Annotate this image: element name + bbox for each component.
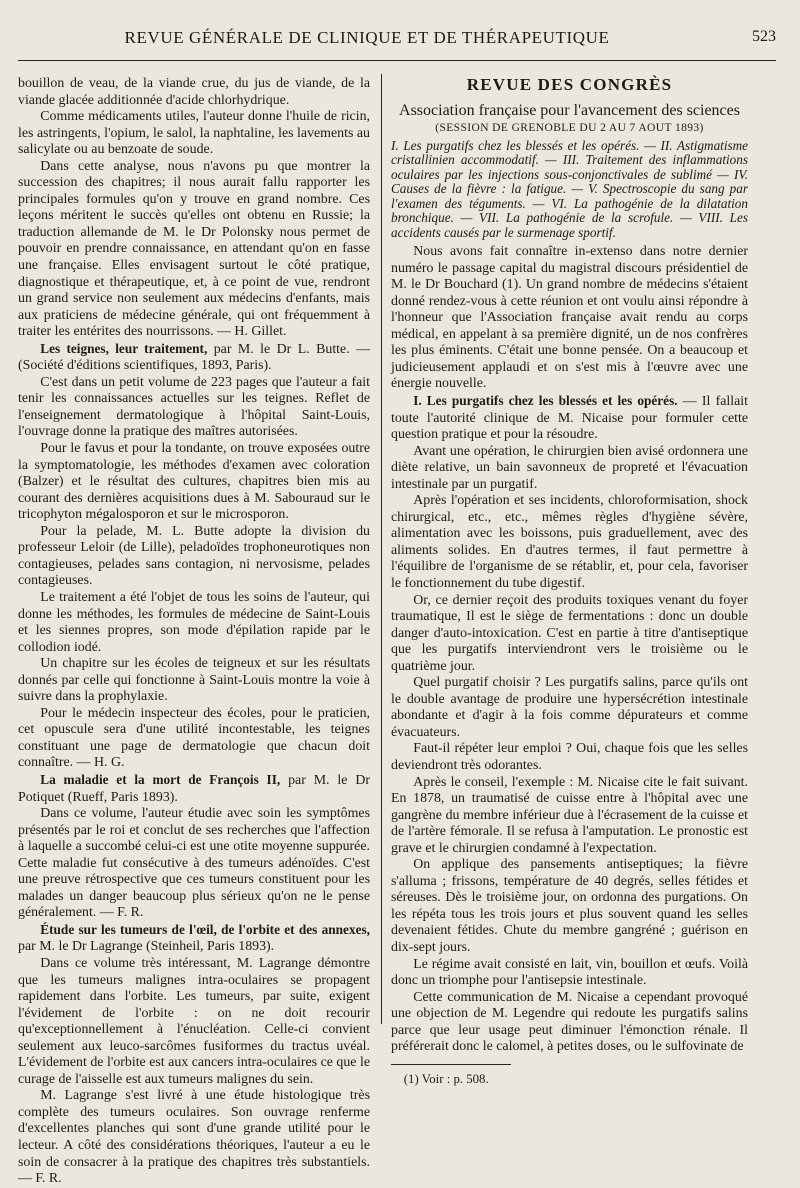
header-rule — [18, 60, 776, 61]
review-reference: par M. le Dr Potiquet (Rueff, Paris 1893). — [18, 772, 370, 805]
subsection-text: — Il fallait toute l'autorité clinique de M. Nicaise pour formuler cette question pratique et pour la résoudre. — [391, 393, 748, 443]
paragraph: Avant une opération, le chirurgien bien avisé ordonnera une diète relative, un bain savonneux de propreté et l'évacuation intestinale par un purgatif. — [391, 443, 748, 492]
running-head — [18, 28, 776, 50]
paragraph: Un chapitre sur les écoles de teigneux et sur les résultats donnés par celle qui fonctionne à Saint-Louis montre la voie à suivre dans la prophylaxie. — [18, 656, 370, 705]
paragraph: M. Lagrange s'est livré à une étude histologique très complète des tumeurs oculaires. Son ouvrage renferme d'excellentes planches qui sont d'une grande utilité pour le lecteur. A côté des considérations théoriques, l'auteur a eu le soin de consacrer à la pratique des chapitres très substantiels. — F. R. — [18, 1088, 370, 1187]
column-separator — [381, 74, 382, 1024]
review-entry-francois — [18, 772, 370, 806]
review-reference: par M. le Dr Lagrange (Steinheil, Paris 1893). — [18, 939, 275, 955]
review-entry-teignes — [18, 341, 370, 375]
review-entry-oeil — [18, 922, 370, 956]
paragraph: Cette communication de M. Nicaise a cependant provoqué une objection de M. Legendre qui redoute les purgatifs salins parce que leur usage peut diminuer l'émonction rénale. Il préférerait donc le calomel, à petites doses, ou le sulfovinate de — [391, 989, 748, 1055]
paragraph: Dans cette analyse, nous n'avons pu que montrer la succession des chapitres; il nous aurait fallu rapporter les principales formules qu'on y trouve en grand nombre. Ces leçons méritent le succès qu'elles ont obtenu en Russie; la traduction allemande de M. le Dr Polonsky nous permet de pouvoir en prendre connaissance, en attendant qu'on en fasse une française. Elles envisagent surtout le côté pratique, diagnostique et thérapeutique, et, à ce point de vue, rendront un grand service non seulement aux médecins d'enfants, mais aux praticiens de médecine générale, qui ont fréquemment à traiter les entérites des nourrissons. — H. Gillet. — [18, 158, 370, 340]
review-title: Les teignes, leur traitement, — [40, 340, 208, 356]
section-title: REVUE DES CONGRÈS — [466, 75, 673, 94]
subsection-title: I. Les purgatifs chez les blessés et les opérés. — [413, 392, 678, 408]
paragraph: C'est dans un petit volume de 223 pages que l'auteur a fait tenir les connaissances actuelles sur les teignes. Reflet de l'enseignement dermatologique à l'hôpital Saint-Louis, l'ouvrage donne la pratique des maîtres autorisées. — [18, 374, 370, 440]
paragraph: On applique des pansements antiseptiques; la fièvre s'alluma ; frissons, température de 40 degrés, selles fétides et séreuses. Dès le troisième jour, on ordonna des purgations. On les répéta tous les trois jours et plus souvent quand les selles devenaient fétides. Chute du membre gangréné ; guérison en dix-sept jours. — [391, 857, 748, 956]
paragraph: Pour le médecin inspecteur des écoles, pour le praticien, cet opuscule sera d'une utilité incontestable, les teignes constituant une page de dermatologie que chacun doit connaître. — H. G. — [18, 705, 370, 771]
review-title: La maladie et la mort de François II, — [40, 771, 281, 787]
paragraph: Comme médicaments utiles, l'auteur donne l'huile de ricin, les astringents, l'opium, le salol, la naphtaline, les lavements au salicylate ou au benzoate de soude. — [18, 109, 370, 158]
review-title: Étude sur les tumeurs de l'œil, de l'orbite et des annexes, — [40, 921, 370, 937]
article-title: Association française pour l'avancement des sciences — [399, 102, 740, 119]
paragraph: Dans ce volume très intéressant, M. Lagrange démontre que les tumeurs malignes intra-oculaires se propagent rapidement dans l'orbite. Les tumeurs, par suite, exigent l'évidement de l'orbite : on ne doit recourir qu'exceptionnellement à l'énucléation. Celle-ci convient seulement aux leuco-sarcômes fusiformes du tractus uvéal. L'évidement de l'orbite est aux cancers intra-oculaires ce que le curage de l'aisselle est aux tumeurs malignes du sein. — [18, 955, 370, 1087]
paragraph: Or, ce dernier reçoit des produits toxiques venant du foyer traumatique, Il est le siège de fermentations : donc un double danger d'auto-intoxication. C'est en partie à titre d'antiseptique que les purgatifs interviendront vers le troisième ou le quatrième jour. — [391, 592, 748, 674]
paragraph: Quel purgatif choisir ? Les purgatifs salins, parce qu'ils ont le double avantage de produire une hypersécrétion intestinale abondante et d'agir à la fois comme dépurateurs et comme évacuateurs. — [391, 675, 748, 740]
paragraph: Après l'opération et ses incidents, chloroformisation, shock chirurgical, etc., etc., mêmes règles d'hygiène sévère, alimentation avec les boissons, puis graduellement, avec des aliments solides. En d'autres termes, il faut permettre à l'équilibre de l'organisme de se rétablir, et, pour cela, favoriser le fonctionnement du tube digestif. — [391, 493, 748, 591]
paragraph: Nous avons fait connaître in-extenso dans notre dernier numéro le passage capital du magistral discours présidentiel de M. le Dr Bouchard (1). Un grand nombre de médecins s'étaient donné rendez-vous à cette réunion et ont voulu ainsi répondre à l'honneur que l'Association française avait rendu au corps médical, en appelant à sa première dignité, un de nos confrères les plus éminents. C'était une bonne pensée. On a beaucoup et judicieusement applaudi et on s'est mis à l'œuvre avec une énergie nouvelle. — [391, 244, 748, 392]
left-column — [18, 76, 370, 1188]
paragraph: Pour la pelade, M. L. Butte adopte la division du professeur Leloir (de Lille), peladoïdes trophoneurotiques non contagieuses, pelades sans contagion, ni nervosisme, pelades contagieuses. — [18, 523, 370, 589]
running-title: REVUE GÉNÉRALE DE CLINIQUE ET DE THÉRAPEUTIQUE — [124, 28, 610, 47]
paragraph: Pour le favus et pour la tondante, on trouve exposées outre la symptomatologie, les méthodes d'examen avec coloration (Balzer) et le résultat des cultures, chapitres bien mis au courant des dernières acquisitions dues à M. Sabouraud sur le tricophyton mégalosporon et sur le microsporon. — [18, 441, 370, 523]
subsection-purgatifs — [391, 393, 748, 444]
table-of-contents: I. Les purgatifs chez les blessés et les opérés. — II. Astigmatisme cristallinien accommodatif. — III. Traitement des inflammations oculaires par les injections sous-conjonctivales de sublimé — IV. Causes de la fièvre : la fatigue. — V. Spectroscopie du sang par l'examen des téguments. — VI. La pathogénie de la dilatation bronchique. — VII. La pathogénie de la scrofule. — VIII. Les accidents causés par le surmenage sportif. — [391, 137, 748, 240]
paragraph: Dans ce volume, l'auteur étudie avec soin les symptômes présentés par le roi et conclut de ses recherches que l'affection à laquelle a succombé celui-ci est une otite moyenne suppurée. Cette maladie fut consécutive à des tumeurs adénoïdes. C'est une preuve rétrospective que ces tumeurs constituent pour les malades un danger beaucoup plus sérieux qu'on ne le pense généralement. — F. R. — [18, 806, 370, 921]
footnote: (1) Voir : p. 508. — [403, 1071, 489, 1086]
paragraph: bouillon de veau, de la viande crue, du jus de viande, de la viande glacée additionnée d'acide chlorhydrique. — [18, 76, 370, 108]
right-column — [391, 76, 748, 1087]
page-number: 523 — [752, 28, 776, 45]
paragraph: Après le conseil, l'exemple : M. Nicaise cite le fait suivant. En 1878, un traumatisé de cuisse entre à l'hôpital avec une gangrène du membre inférieur due à l'écrasement de la cuisse et de l'artère fémorale. Il se refusa à l'amputation. Le pronostic est grave et le chirurgien condamné à l'expectation. — [391, 774, 748, 856]
paragraph: Faut-il répéter leur emploi ? Oui, chaque fois que les selles deviendront très odorantes. — [391, 741, 748, 773]
footnote-rule — [391, 1064, 511, 1065]
session-line: (SESSION DE GRENOBLE DU 2 AU 7 AOUT 1893) — [435, 122, 704, 134]
paragraph: Le traitement a été l'objet de tous les soins de l'auteur, qui donne les méthodes, les formules de médecine de Saint-Louis et les siennes propres, son mode d'épilation rapide par le collodion iodé. — [18, 589, 370, 655]
paragraph: Le régime avait consisté en lait, vin, bouillon et œufs. Voilà donc un triomphe pour l'antisepsie intestinale. — [391, 956, 748, 989]
review-reference: par M. le Dr L. Butte. — (Société d'éditions scientifiques, 1893, Paris). — [18, 341, 370, 374]
